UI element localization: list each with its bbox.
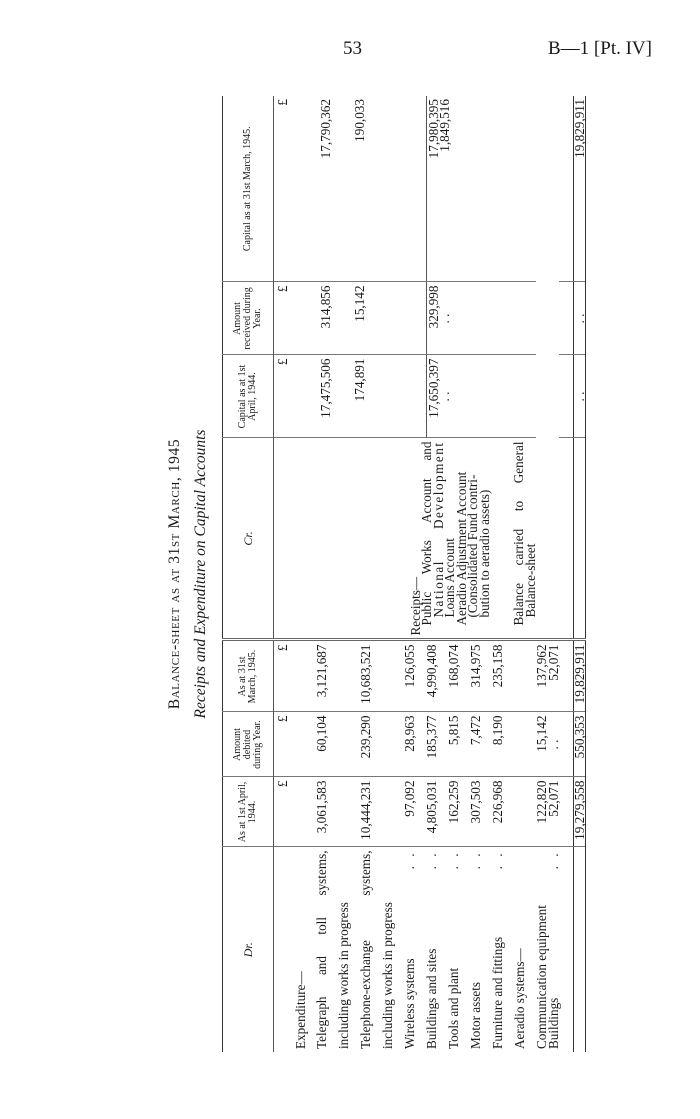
row-label: Communication equipment — [536, 847, 548, 1052]
leader-dots: . . — [490, 850, 506, 870]
cr-total: 19,829,911 — [573, 96, 586, 282]
row-label: bution to aeradio assets) — [476, 489, 492, 618]
cr-value: . . — [437, 313, 452, 324]
currency-symbol: £ — [275, 99, 290, 106]
dr-value: 235,158 — [492, 640, 514, 712]
cr-total: . . — [573, 355, 586, 438]
leader-dots: . . — [424, 850, 440, 870]
dr-value: 185,377 — [426, 712, 448, 777]
cr-value: 1,849,516 — [437, 99, 452, 152]
leader-dots: . . — [446, 850, 462, 870]
row-label: Telephone-exchange systems, — [360, 847, 382, 1052]
dr-value: 226,968 — [492, 777, 514, 847]
cr-value: 174,891 — [352, 358, 367, 402]
currency-symbol: £ — [274, 355, 295, 438]
dr-value: 28,963 — [404, 712, 426, 777]
dr-value: 7,472 — [470, 712, 492, 777]
dr-value: 126,055 — [404, 640, 426, 712]
dr-col2-header: Amount debited during Year. — [223, 712, 274, 777]
balance-sheet-title: Balance-sheet as at 31st March, 1945 — [166, 438, 183, 710]
currency-symbol: £ — [274, 282, 295, 355]
dr-value: 4,805,031 — [426, 777, 448, 847]
dr-value: . . — [548, 712, 560, 777]
leader-dots: . . — [545, 850, 561, 870]
dr-value: 307,503 — [470, 777, 492, 847]
row-label: including works in progress — [382, 847, 404, 1052]
dr-value: 5,815 — [448, 712, 470, 777]
row-label: Furniture and fittings — [490, 936, 506, 1049]
dr-value: 3,121,687 — [316, 640, 338, 712]
dr-value: 4,990,408 — [426, 640, 448, 712]
dr-value: 314,975 — [470, 640, 492, 712]
dr-col3-header: As at 31st March, 1945. — [223, 640, 274, 712]
dr-value: 137,962 — [536, 640, 548, 712]
currency-symbol: £ — [274, 640, 295, 712]
cr-total: . . — [573, 282, 586, 355]
currency-symbol: £ — [274, 777, 295, 847]
row-label: Tools and plant — [446, 967, 462, 1049]
leader-dots: . . — [468, 850, 484, 870]
cr-value: 17,980,395 — [426, 96, 440, 282]
document-reference: B—1 [Pt. IV] — [548, 38, 652, 59]
row-label: Buildings — [545, 997, 561, 1049]
dr-value: 168,074 — [448, 640, 470, 712]
dr-value: 8,190 — [492, 712, 514, 777]
cr-value: 17,475,506 — [317, 358, 333, 418]
row-label: Buildings and sites — [424, 948, 440, 1049]
dr-value: 239,290 — [360, 712, 382, 777]
row-label: Wireless systems — [402, 958, 418, 1049]
balance-sheet-table — [222, 96, 586, 1052]
row-label: (Consolidated Fund contri- — [465, 474, 480, 618]
row-label: National Development — [430, 441, 446, 618]
cr-value: 314,856 — [317, 285, 333, 329]
dr-value: 162,259 — [448, 777, 470, 847]
row-label: Telegraph and toll systems, — [316, 847, 338, 1052]
cr-value: 190,033 — [352, 99, 367, 142]
column-header-row — [223, 96, 274, 1052]
dr-value: 10,683,521 — [360, 640, 382, 712]
cr-value: 329,998 — [426, 283, 440, 355]
dr-value: 122,820 — [536, 777, 548, 847]
cr-col2-header: Amount received during Year. — [223, 282, 274, 355]
dr-header: Dr. — [223, 847, 274, 1052]
dr-value: 52,071 — [548, 777, 560, 847]
dr-value: 10,444,231 — [360, 777, 382, 847]
dr-value: 52,071 — [548, 640, 560, 712]
dr-value: 15,142 — [536, 712, 548, 777]
cr-value: 17,790,362 — [317, 99, 333, 159]
dr-value: 3,061,583 — [316, 777, 338, 847]
dr-col1-header: As at 1st April, 1944. — [223, 777, 274, 847]
currency-row — [274, 96, 295, 1052]
table-row — [536, 96, 548, 1052]
row-label: Aeradio systems— — [514, 847, 536, 1052]
rotated-table-block — [130, 96, 587, 1052]
cr-value: 17,650,397 — [426, 356, 440, 438]
row-label: Receipts— — [407, 576, 423, 636]
dr-total: 19,279,558 — [573, 777, 586, 847]
dr-value: 97,092 — [404, 777, 426, 847]
cr-value: 15,142 — [352, 285, 367, 322]
row-label: Balance-sheet — [522, 543, 538, 618]
table-row — [295, 96, 317, 1052]
dr-total: 19,829,911 — [573, 640, 586, 712]
totals-row — [573, 96, 586, 1052]
dr-value: 60,104 — [316, 712, 338, 777]
row-label: Balance carried to General — [511, 441, 526, 626]
cr-col1-header: Capital as at 1st April, 1944. — [223, 355, 274, 438]
table-row — [548, 96, 560, 1052]
currency-symbol: £ — [274, 712, 295, 777]
row-label: Public Works Account and — [419, 441, 434, 626]
row-label: Aeradio Adjustment Account — [453, 471, 469, 626]
row-label: Motor assets — [468, 981, 484, 1049]
row-label: including works in progress — [338, 847, 360, 1052]
balance-sheet-subtitle: Receipts and Expenditure on Capital Accounts — [192, 429, 209, 719]
row-label: Expenditure— — [295, 847, 317, 1052]
dr-total: 550,353 — [573, 712, 586, 777]
cr-col3-header: Capital as at 31st March, 1945. — [223, 96, 274, 282]
leader-dots: . . — [402, 850, 418, 870]
cr-value: . . — [437, 391, 452, 402]
cr-header: Cr. — [223, 438, 274, 640]
row-label: Loans Account — [442, 538, 457, 618]
page-number: 53 — [343, 38, 362, 59]
